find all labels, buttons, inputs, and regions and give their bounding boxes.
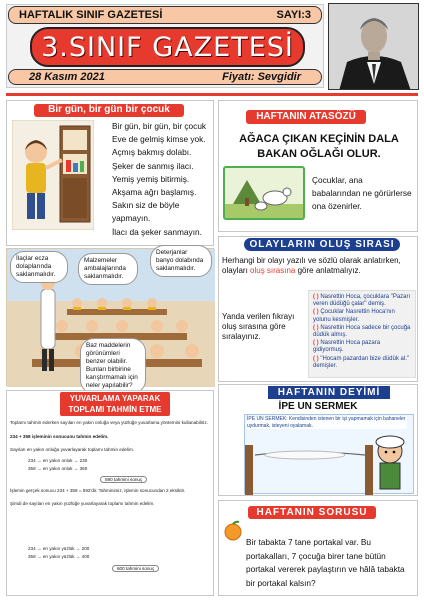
rounding-result: 400: [81, 554, 90, 559]
issue-date: 28 Kasım 2021: [29, 71, 105, 83]
rounding-row: 234 → en yakın onluk → 230: [28, 458, 88, 463]
poem-line: İlacı da şeker sanmayın.: [112, 226, 202, 237]
sequence-item-text: Nasrettin Hoca, çocuklara "Pazarı veren düdüğü çalar" demiş.: [313, 294, 411, 308]
issue-price: Fiyatı: Sevgidir: [222, 71, 301, 83]
sequence-item-text: Çocuklar Nasrettin Hoca'nın yolunu kesmişler.: [313, 309, 395, 323]
poem-illustration: [12, 120, 94, 230]
rounding-number: 358: [28, 554, 36, 559]
speech-bubble-question: Baz maddelerin görünümleri benzer olabilir. Bunları birbirine karıştırmamalı için neler yapılabilir?: [80, 338, 146, 394]
proverb-illustration: [223, 166, 305, 220]
idiom-title: HAFTANIN DEYİMİ: [268, 386, 390, 399]
speech-bubble-materials: Malzemeler ambalajlarında saklanmalıdır.: [78, 253, 138, 285]
rounding-example: 234 + 358 işleminin sonucunu tahmin edelim.: [10, 434, 109, 439]
header-top-bar: [8, 6, 322, 24]
rounding-label: en yakın yüzlük: [42, 546, 75, 551]
rounding-result: 230: [79, 458, 88, 463]
sequence-title: OLAYLARIN OLUŞ SIRASI: [244, 238, 400, 251]
sequence-intro: [222, 256, 416, 276]
rounding-label: en yakın onluk: [42, 458, 73, 463]
sequence-item-text: Nasrettin Hoca pazara gidiyormuş.: [313, 340, 381, 354]
header-divider: [6, 93, 418, 96]
speech-bubble-detergent: Deterjanlar banyo dolabında saklanmalıdır.: [150, 245, 212, 277]
rounding-label: en yakın yüzlük: [42, 554, 75, 559]
poem-line: Yemiş yemiş bitirmiş.: [112, 173, 190, 184]
rounding-title-line1: YUVARLAMA YAPARAK: [69, 394, 161, 403]
rounding-result: 360: [79, 466, 88, 471]
question-text: Bir tabakta 7 tane portakal var. Bu portakalları, 7 çocuğa birer tane bütün portakal vererek paylaştırın ve hâlâ tabakta bir portakal kalsın?: [246, 537, 405, 588]
sequence-item-text: "Hocam pazardan bize düdük al." demişler.: [313, 355, 409, 369]
header-date-bar: [8, 69, 322, 85]
portrait-photo: [328, 3, 419, 90]
issue-number: SAYI:3: [276, 9, 311, 21]
rounding-title-line2: TOPLAMI TAHMİN ETME: [68, 405, 162, 414]
idiom-text: İPE UN SERMEK: [278, 401, 358, 412]
poem-line: Şeker de sanmış ilacı.: [112, 160, 194, 171]
sequence-item: [313, 356, 412, 370]
rounding-result: 200: [81, 546, 90, 551]
poem-title: Bir gün, bir gün bir çocuk: [34, 104, 184, 117]
sequence-item-number: ( ): [313, 324, 319, 331]
newspaper-title: 3.SINIF GAZETESİ: [30, 27, 305, 67]
sequence-intro-text: Herhangi bir olayı yazılı ve sözlü olarak anlatırken, olayları: [222, 256, 401, 275]
estimate-box-hundreds: 600 tahmini sonuç: [112, 565, 159, 572]
question-title: HAFTANIN SORUSU: [248, 506, 376, 519]
speech-bubble-medicine: İlaçlar ecza dolaplarında saklanmalıdır.: [10, 251, 68, 283]
rounding-number: 358: [28, 466, 36, 471]
rounding-row: 358 → en yakın yüzlük → 400: [28, 554, 90, 559]
poem-line: Eve de gelmiş kimse yok.: [112, 134, 206, 145]
sequence-intro-text-end: göre anlatmalıyız.: [295, 266, 361, 275]
rounding-number: 234: [28, 546, 36, 551]
rounding-row: 234 → en yakın yüzlük → 200: [28, 546, 90, 551]
rounding-step2: Şimdi de sayıları en yakın yüzlüğe yuvarlayarak toplamı tahmin edelim.: [10, 501, 155, 506]
poem-line: Sakın siz de böyle yapmayın.: [112, 200, 180, 224]
sequence-instruction: Yanda verilen fıkrayı oluş sırasına göre sıralayınız.: [222, 312, 295, 341]
poem-line: Açmış bakmış dolabı.: [112, 147, 192, 158]
rounding-row: 358 → en yakın onluk → 360: [28, 466, 88, 471]
proverb-text: AĞACA ÇIKAN KEÇİNİN DALA BAKAN OĞLAĞI OLUR.: [239, 133, 399, 160]
proverb-title: HAFTANIN ATASÖZÜ: [246, 110, 366, 124]
sequence-item: [313, 325, 412, 339]
sequence-item-number: ( ): [313, 340, 319, 347]
sequence-item-text: Nasrettin Hoca sadece bir çocuğa düdük almış.: [313, 324, 411, 339]
poem-line: Bir gün, bir gün, bir çocuk: [112, 121, 207, 131]
rounding-step1: Sayıları en yakın onluğa yuvarlayarak toplamı tahmin edelim.: [10, 447, 135, 452]
sequence-item-number: ( ): [313, 309, 319, 316]
sequence-item-number: ( ): [313, 355, 319, 362]
rounding-actual: İşlemin gerçek sonucu 234 + 358 = 592'dir. Tahminimiz, işlemin sonucundan 2 eksiktir.: [10, 488, 186, 493]
sequence-intro-highlight: oluş sırasına: [250, 266, 296, 275]
sequence-item: [313, 294, 412, 308]
weekly-label: HAFTALIK SINIF GAZETESİ: [19, 9, 163, 21]
proverb-description: Çocuklar, ana babalarından ne görürlerse ona özenirler.: [312, 175, 412, 211]
poem-line: Akşama ağrı başlamış.: [112, 187, 197, 198]
sequence-item: [313, 309, 412, 323]
sequence-list: [308, 290, 416, 378]
sequence-item-number: ( ): [313, 294, 319, 300]
sequence-item: [313, 340, 412, 354]
rounding-intro: Toplamı tahmin ederken sayıları en yakın onluğa veya yüzlüğe yuvarlama yöntemini kullanabiliriz.: [10, 420, 208, 425]
rounding-number: 234: [28, 458, 36, 463]
estimate-box-tens: 590 tahmini sonuç: [100, 476, 147, 483]
idiom-definition: İPE UN SERMEK: Kendisinden istenen bir işi yapmamak için bahaneler uydurmak, isteyeni oyalamak.: [247, 416, 406, 429]
rounding-title: [60, 392, 170, 416]
orange-icon: [222, 520, 244, 542]
rounding-label: en yakın onluk: [42, 466, 73, 471]
poem-text: [112, 120, 212, 239]
